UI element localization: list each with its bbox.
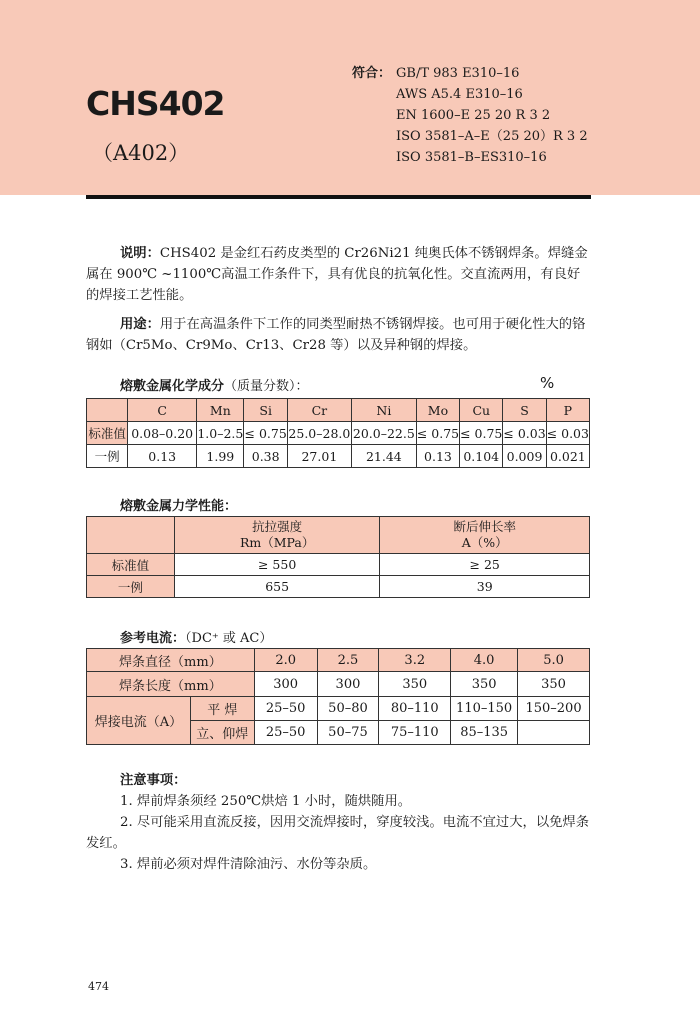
table-row — [87, 649, 590, 672]
table-cell: 1.99 — [197, 445, 244, 468]
table-cell: 27.01 — [287, 445, 351, 468]
table-cell: ≤ 0.75 — [244, 422, 287, 445]
table-cell: 25–50 — [254, 697, 317, 721]
standard-item: EN 1600–E 25 20 R 3 2 — [396, 108, 551, 123]
description-text: CHS402 是金红石药皮类型的 Cr26Ni21 纯奥氏体不锈钢焊条。焊缝金属在 900℃ ~1100℃高温工作条件下，具有优良的抗氧化性。交直流两用，有良好的焊接工艺性能。 — [86, 246, 588, 303]
chem-section-title — [120, 375, 309, 394]
tensile-header: 抗拉强度 — [252, 519, 303, 534]
table-cell — [518, 721, 590, 745]
table-cell: 立、仰焊 — [190, 721, 254, 745]
table-cell: 150–200 — [518, 697, 590, 721]
table-cell: 0.009 — [503, 445, 546, 468]
table-cell: 2.0 — [254, 649, 317, 672]
table-cell: 1.0–2.5 — [197, 422, 244, 445]
table-cell: S — [503, 399, 546, 422]
table-cell: 一例 — [87, 445, 128, 468]
table-cell: 350 — [451, 672, 518, 697]
mech-section-title: 熔敷金属力学性能： — [120, 499, 238, 514]
table-cell: 25–50 — [254, 721, 317, 745]
table-cell: ≥ 550 — [174, 554, 380, 576]
table-cell: 0.021 — [546, 445, 589, 468]
table-cell: 一例 — [87, 576, 175, 598]
table-cell: 50–75 — [317, 721, 379, 745]
table-cell: 0.104 — [460, 445, 503, 468]
table-cell: Mo — [416, 399, 459, 422]
table-cell: 21.44 — [351, 445, 416, 468]
table-cell: 0.13 — [128, 445, 197, 468]
current-title: 参考电流： — [120, 631, 186, 646]
table-cell: 80–110 — [379, 697, 451, 721]
elongation-header: 断后伸长率 — [453, 519, 516, 534]
table-cell: Cu — [460, 399, 503, 422]
header-rule — [86, 195, 591, 199]
table-cell: 20.0–22.5 — [351, 422, 416, 445]
table-cell: 焊条直径（mm） — [87, 649, 255, 672]
table-cell: 75–110 — [379, 721, 451, 745]
table-cell: 平 焊 — [190, 697, 254, 721]
table-cell — [87, 399, 128, 422]
table-row — [87, 422, 590, 445]
description-paragraph — [86, 243, 591, 306]
table-cell: 300 — [254, 672, 317, 697]
usage-label: 用途： — [120, 317, 160, 332]
chem-title-note: （质量分数）： — [224, 379, 309, 394]
table-cell: 50–80 — [317, 697, 379, 721]
notes-section — [86, 770, 591, 875]
table-cell: 300 — [317, 672, 379, 697]
conform-label: 符合： — [352, 66, 392, 81]
current-table — [86, 648, 590, 745]
table-cell — [87, 517, 175, 554]
table-cell: ≥ 25 — [380, 554, 590, 576]
chem-table — [86, 398, 590, 468]
description-label: 说明： — [120, 246, 160, 261]
table-cell: Si — [244, 399, 287, 422]
table-cell: 110–150 — [451, 697, 518, 721]
table-cell: 4.0 — [451, 649, 518, 672]
note-item: 1. 焊前焊条须经 250℃烘焙 1 小时，随烘随用。 — [120, 794, 412, 809]
table-cell: Cr — [287, 399, 351, 422]
table-cell: 焊接电流（A） — [87, 697, 191, 745]
table-cell: 0.38 — [244, 445, 287, 468]
chem-title: 熔敷金属化学成分 — [120, 379, 225, 394]
table-cell: 350 — [518, 672, 590, 697]
table-cell: 2.5 — [317, 649, 379, 672]
table-cell: ≤ 0.75 — [416, 422, 459, 445]
standards-block — [352, 63, 588, 168]
usage-paragraph — [86, 314, 591, 356]
table-cell: ≤ 0.03 — [503, 422, 546, 445]
page-title: CHS402 — [86, 84, 225, 123]
page-number: 474 — [88, 980, 109, 993]
table-cell: 5.0 — [518, 649, 590, 672]
mech-table — [86, 516, 590, 598]
standard-item: ISO 3581–B–ES310–16 — [396, 150, 547, 165]
table-cell: ≤ 0.03 — [546, 422, 589, 445]
table-row — [87, 445, 590, 468]
table-row — [87, 672, 590, 697]
table-row — [87, 399, 590, 422]
standard-item: AWS A5.4 E310–16 — [396, 87, 523, 102]
notes-title: 注意事项： — [120, 773, 187, 788]
table-cell: 3.2 — [379, 649, 451, 672]
note-item: 2. 尽可能采用直流反接，因用交流焊接时，穿度较浅。电流不宜过大，以免焊条发红。 — [86, 815, 590, 851]
current-title-note: （DC⁺ 或 AC） — [185, 631, 273, 646]
table-cell: 0.08–0.20 — [128, 422, 197, 445]
table-row — [87, 554, 590, 576]
tensile-unit: Rm（MPa） — [239, 535, 315, 550]
table-cell: 350 — [379, 672, 451, 697]
table-row — [87, 697, 590, 721]
chem-unit: % — [540, 374, 555, 392]
table-cell — [174, 517, 380, 554]
table-cell: 25.0–28.0 — [287, 422, 351, 445]
table-row — [87, 576, 590, 598]
table-row — [87, 517, 590, 554]
table-cell: 39 — [380, 576, 590, 598]
table-cell: ≤ 0.75 — [460, 422, 503, 445]
table-cell — [380, 517, 590, 554]
table-cell: 标准值 — [87, 554, 175, 576]
table-cell: C — [128, 399, 197, 422]
table-cell: P — [546, 399, 589, 422]
standard-item: GB/T 983 E310–16 — [396, 66, 520, 81]
table-cell: 焊条长度（mm） — [87, 672, 255, 697]
note-item: 3. 焊前必须对焊件清除油污、水份等杂质。 — [120, 857, 377, 872]
table-cell: 标准值 — [87, 422, 128, 445]
elongation-unit: A（%） — [461, 535, 508, 550]
page-subtitle: （A402） — [92, 141, 190, 165]
table-cell: 85–135 — [451, 721, 518, 745]
usage-text: 用于在高温条件下工作的同类型耐热不锈钢焊接。也可用于硬化性大的铬钢如（Cr5Mo、Cr9Mo、Cr13、Cr28 等）以及异种钢的焊接。 — [86, 317, 586, 353]
current-section-title — [120, 627, 272, 646]
table-cell: 655 — [174, 576, 380, 598]
table-cell: Mn — [197, 399, 244, 422]
table-cell: Ni — [351, 399, 416, 422]
standard-item: ISO 3581–A–E（25 20）R 3 2 — [396, 129, 588, 144]
table-cell: 0.13 — [416, 445, 459, 468]
